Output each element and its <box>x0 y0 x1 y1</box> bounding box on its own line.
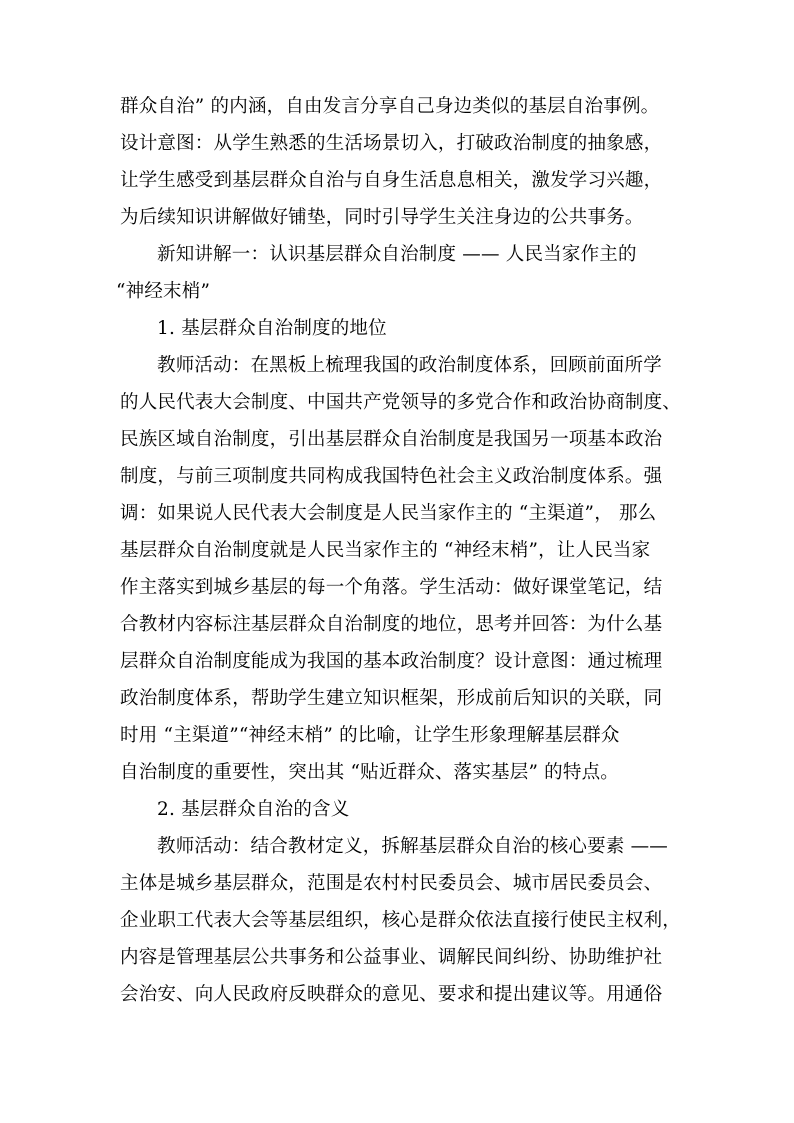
paragraph-line: 制度，与前三项制度共同构成我国特色社会主义政治制度体系。强 <box>120 466 663 487</box>
paragraph-line: 主体是城乡基层群众，范围是农村村民委员会、城市居民委员会、 <box>120 873 663 894</box>
paragraph-line: 合教材内容标注基层群众自治制度的地位，思考并回答：为什么基 <box>120 614 663 635</box>
paragraph-line: 教师活动：在黑板上梳理我国的政治制度体系，回顾前面所学 <box>157 355 662 376</box>
paragraph-line: 基层群众自治制度就是人民当家作主的 “神经末梢”，让人民当家 <box>120 540 651 561</box>
section-heading-continued: “神经末梢” <box>116 281 211 302</box>
paragraph-line: 层群众自治制度能成为我国的基本政治制度？设计意图：通过梳理 <box>120 651 663 672</box>
paragraph-line: 政治制度体系，帮助学生建立知识框架，形成前后知识的关联，同 <box>120 688 663 709</box>
paragraph-line: 内容是管理基层公共事务和公益事业、调解民间纠纷、协助维护社 <box>120 947 663 968</box>
paragraph-line: 作主落实到城乡基层的每一个角落。学生活动：做好课堂笔记，结 <box>120 577 663 598</box>
paragraph-line: 时用 “主渠道”“神经末梢” 的比喻，让学生形象理解基层群众 <box>120 725 620 746</box>
section-heading: 新知讲解一：认识基层群众自治制度 —— 人民当家作主的 <box>157 244 637 265</box>
paragraph-line: 让学生感受到基层群众自治与自身生活息息相关，激发学习兴趣， <box>120 170 663 191</box>
paragraph-line: 教师活动：结合教材定义，拆解基层群众自治的核心要素 —— <box>157 836 668 857</box>
paragraph-line: 企业职工代表大会等基层组织，核心是群众依法直接行使民主权利， <box>120 910 682 931</box>
paragraph-line: 设计意图：从学生熟悉的生活场景切入，打破政治制度的抽象感， <box>120 133 663 154</box>
paragraph-line: 调：如果说人民代表大会制度是人民当家作主的 “主渠道”， 那么 <box>120 503 657 524</box>
paragraph-line: 会治安、向人民政府反映群众的意见、要求和提出建议等。用通俗 <box>120 984 663 1005</box>
paragraph-line: 为后续知识讲解做好铺垫，同时引导学生关注身边的公共事务。 <box>120 207 644 228</box>
paragraph-line: 的人民代表大会制度、中国共产党领导的多党合作和政治协商制度、 <box>120 392 682 413</box>
paragraph-line: 自治制度的重要性，突出其 “贴近群众、落实基层” 的特点。 <box>120 762 619 783</box>
subsection-heading: 2. 基层群众自治的含义 <box>157 799 350 820</box>
subsection-heading: 1. 基层群众自治制度的地位 <box>157 318 387 339</box>
paragraph-line: 民族区域自治制度，引出基层群众自治制度是我国另一项基本政治 <box>120 429 663 450</box>
paragraph-line: 群众自治” 的内涵，自由发言分享自己身边类似的基层自治事例。 <box>120 96 660 117</box>
